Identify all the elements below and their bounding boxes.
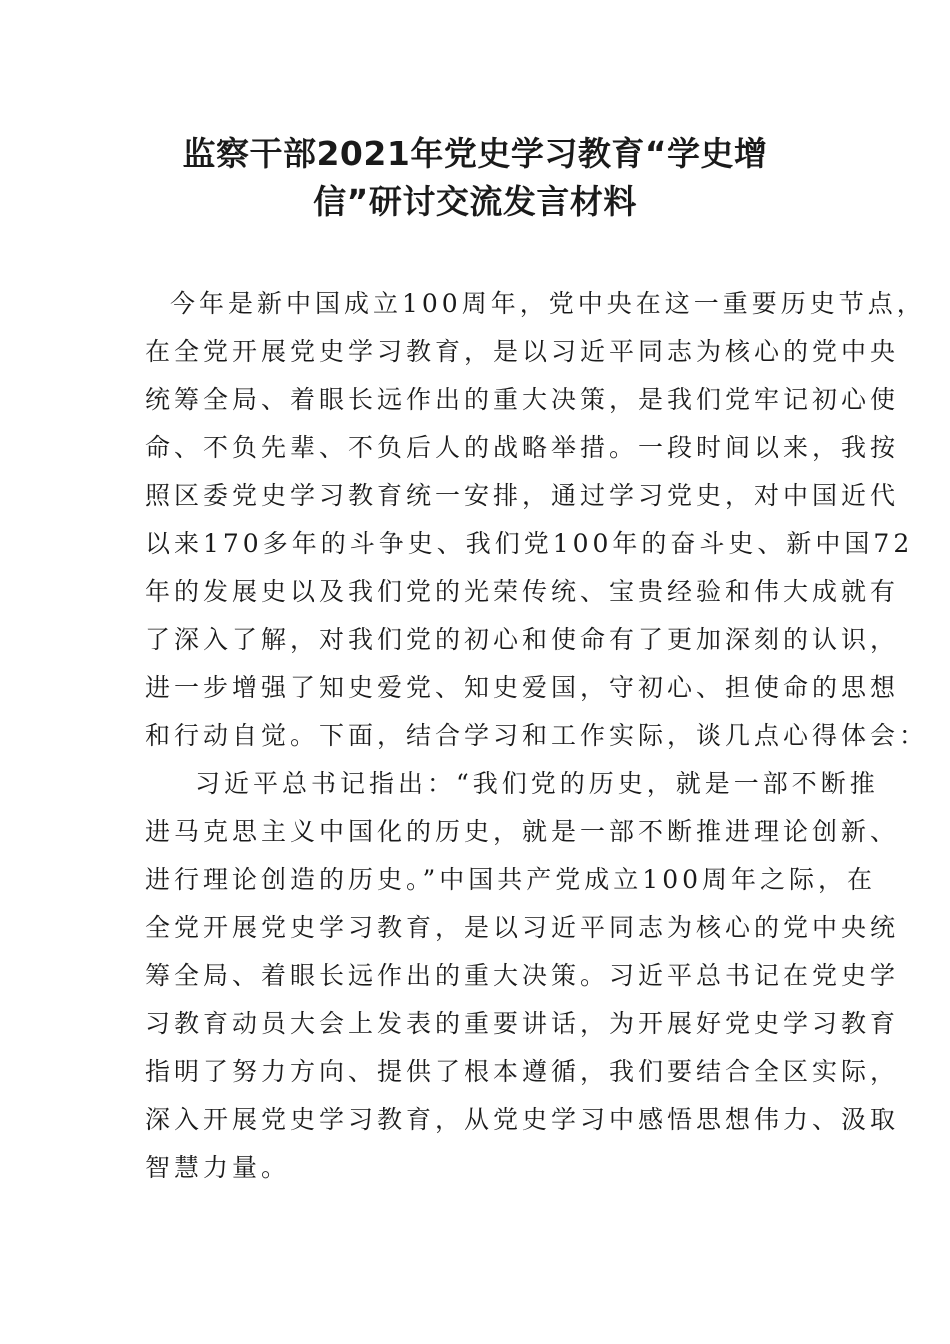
body-text-line: 统筹全局、着眼长远作出的重大决策，是我们党牢记初心使 xyxy=(145,385,900,414)
document-title-line-2: 信”研讨交流发言材料 xyxy=(313,182,637,221)
body-text-line: 照区委党史学习教育统一安排，通过学习党史，对中国近代 xyxy=(145,481,900,510)
body-text-line: 命、不负先辈、不负后人的战略举措。一段时间以来，我按 xyxy=(145,433,900,462)
body-text-line: 全党开展党史学习教育，是以习近平同志为核心的党中央统 xyxy=(145,913,900,942)
body-text-line: 了深入了解，对我们党的初心和使命有了更加深刻的认识， xyxy=(145,625,900,654)
body-text-line: 年的发展史以及我们党的光荣传统、宝贵经验和伟大成就有 xyxy=(145,577,900,606)
body-text-line: 进一步增强了知史爱党、知史爱国，守初心、担使命的思想 xyxy=(145,673,900,702)
body-text-line: 进行理论创造的历史。”中国共产党成立100周年之际，在 xyxy=(145,865,877,894)
body-text-line: 筹全局、着眼长远作出的重大决策。习近平总书记在党史学 xyxy=(145,961,900,990)
body-text-line: 进马克思主义中国化的历史，就是一部不断推进理论创新、 xyxy=(145,817,900,846)
body-text-line: 在全党开展党史学习教育，是以习近平同志为核心的党中央 xyxy=(145,337,900,366)
body-text-line: 智慧力量。 xyxy=(145,1153,291,1182)
body-text-line: 习近平总书记指出：“我们党的历史，就是一部不断推 xyxy=(195,769,879,798)
body-text-line: 今年是新中国成立100周年，党中央在这一重要历史节点， xyxy=(170,289,926,318)
body-text-line: 深入开展党史学习教育，从党史学习中感悟思想伟力、汲取 xyxy=(145,1105,900,1134)
body-text-line: 以来170多年的斗争史、我们党100年的奋斗史、新中国72 xyxy=(145,529,914,558)
body-text-line: 习教育动员大会上发表的重要讲话，为开展好党史学习教育 xyxy=(145,1009,900,1038)
body-text-line: 和行动自觉。下面，结合学习和工作实际，谈几点心得体会： xyxy=(145,721,929,750)
body-text-line: 指明了努力方向、提供了根本遵循，我们要结合全区实际， xyxy=(145,1057,900,1086)
document-title-line-1: 监察干部2021年党史学习教育“学史增 xyxy=(182,134,768,173)
